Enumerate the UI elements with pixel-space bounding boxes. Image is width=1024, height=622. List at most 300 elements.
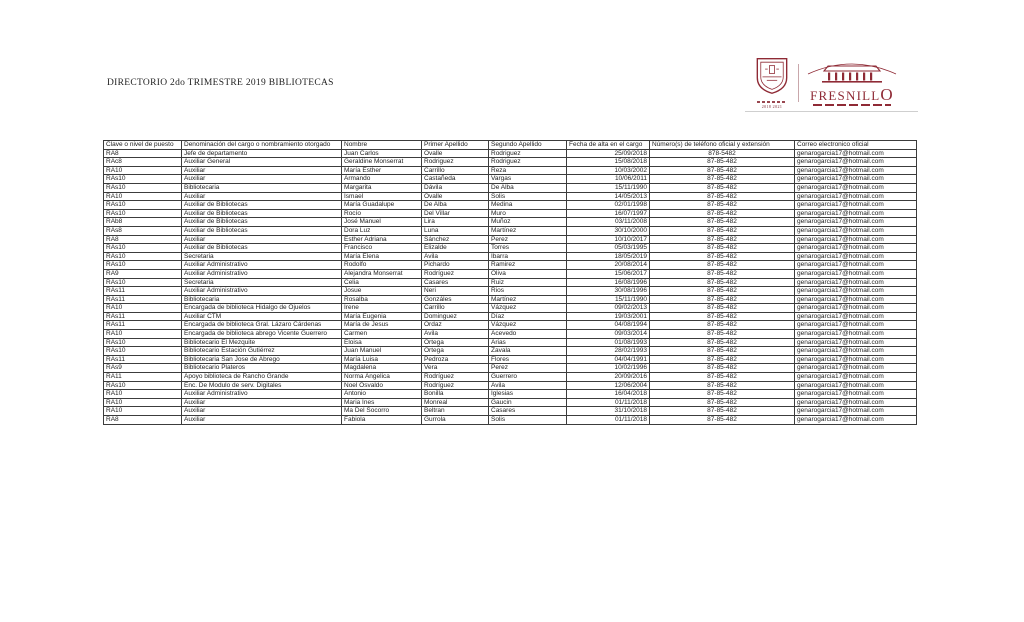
building-icon — [806, 61, 898, 88]
table-cell: 01/11/2018 — [567, 416, 650, 425]
table-cell: Lira — [422, 218, 489, 227]
table-cell: 87-85-482 — [650, 175, 795, 184]
table-cell: RAs11 — [104, 321, 182, 330]
table-cell: Bibliotecario Plateros — [182, 364, 342, 373]
table-cell: Vera — [422, 364, 489, 373]
table-cell: 28/02/1993 — [567, 347, 650, 356]
table-cell: Óvalle — [422, 192, 489, 201]
table-cell: 10/10/2017 — [567, 235, 650, 244]
table-cell: genarogarcia17@hotmail.com — [795, 321, 917, 330]
table-cell: Arias — [489, 338, 567, 347]
table-cell: RAb8 — [104, 218, 182, 227]
table-cell: RA8 — [104, 235, 182, 244]
table-cell: 09/03/2014 — [567, 330, 650, 339]
table-cell: Auxiliar Administrativo — [182, 269, 342, 278]
table-cell: Dávila — [422, 183, 489, 192]
table-cell: Eloisa — [342, 338, 422, 347]
table-cell: 87-85-482 — [650, 158, 795, 167]
table-cell: Avila — [489, 381, 567, 390]
table-cell: 87-85-482 — [650, 201, 795, 210]
table-cell: Gurrola — [422, 416, 489, 425]
table-cell: RAs10 — [104, 278, 182, 287]
table-cell: Armando — [342, 175, 422, 184]
table-cell: 87-85-482 — [650, 338, 795, 347]
table-cell: Carrillo — [422, 166, 489, 175]
logo-crest-caption — [757, 101, 787, 109]
table-cell: Guerrero — [489, 373, 567, 382]
directory-table — [103, 140, 917, 425]
logo-wordmark-final-letter: O — [880, 84, 894, 104]
page-title: DIRECTORIO 2do TRIMESTRE 2019 BIBLIOTECAS — [107, 78, 334, 88]
table-cell: Auxiliar — [182, 416, 342, 425]
table-cell: Martínez — [489, 295, 567, 304]
table-cell: Auxiliar CTM — [182, 312, 342, 321]
table-row — [104, 183, 917, 192]
table-row — [104, 158, 917, 167]
table-cell: 87-85-482 — [650, 287, 795, 296]
table-row — [104, 398, 917, 407]
table-cell: 25/09/2018 — [567, 149, 650, 158]
table-cell: 87-85-482 — [650, 390, 795, 399]
logo-wordmark-block — [806, 61, 898, 106]
table-cell: Maria Ines — [342, 398, 422, 407]
table-row — [104, 416, 917, 425]
table-cell: RAs10 — [104, 209, 182, 218]
table-row — [104, 278, 917, 287]
table-cell: Pedroza — [422, 355, 489, 364]
table-cell: Torres — [489, 244, 567, 253]
table-cell: Esther Adriana — [342, 235, 422, 244]
header-rule — [745, 111, 918, 112]
table-cell: 87-85-482 — [650, 244, 795, 253]
table-cell: Sánchez — [422, 235, 489, 244]
table-cell: Casares — [489, 407, 567, 416]
table-cell: genarogarcia17@hotmail.com — [795, 218, 917, 227]
table-cell: genarogarcia17@hotmail.com — [795, 158, 917, 167]
column-header: Correo electronico oficial — [795, 141, 917, 150]
table-cell: 16/04/2018 — [567, 390, 650, 399]
table-cell: Iglesias — [489, 390, 567, 399]
table-cell: Vázquez — [489, 304, 567, 313]
table-cell: genarogarcia17@hotmail.com — [795, 381, 917, 390]
table-cell: 09/02/2013 — [567, 304, 650, 313]
table-cell: genarogarcia17@hotmail.com — [795, 244, 917, 253]
table-cell: Avila — [422, 330, 489, 339]
table-cell: RA8 — [104, 416, 182, 425]
table-row — [104, 330, 917, 339]
table-row — [104, 244, 917, 253]
table-cell: Reza — [489, 166, 567, 175]
table-cell: Rodolfo — [342, 261, 422, 270]
table-cell: Monreal — [422, 398, 489, 407]
table-cell: Casares — [422, 278, 489, 287]
table-row — [104, 175, 917, 184]
table-cell: 15/08/2018 — [567, 158, 650, 167]
table-cell: 87-85-482 — [650, 416, 795, 425]
table-cell: Beltran — [422, 407, 489, 416]
table-cell: 01/11/2018 — [567, 398, 650, 407]
table-cell: RA10 — [104, 192, 182, 201]
table-cell: 31/10/2018 — [567, 407, 650, 416]
table-row — [104, 390, 917, 399]
table-cell: Ismael — [342, 192, 422, 201]
logo-divider — [798, 64, 799, 102]
table-cell: 01/08/1993 — [567, 338, 650, 347]
table-cell: Perez — [489, 235, 567, 244]
column-header: Número(s) de teléfono oficial y extensión — [650, 141, 795, 150]
table-cell: Dominguez — [422, 312, 489, 321]
table-cell: Auxiliar — [182, 235, 342, 244]
table-cell: Auxiliar de Bibliotecas — [182, 218, 342, 227]
table-cell: RAs10 — [104, 183, 182, 192]
table-cell: Encargada de biblioteca Gral. Lázaro Cárdenas — [182, 321, 342, 330]
table-cell: Bibliotecario El Mezquite — [182, 338, 342, 347]
table-cell: RAs10 — [104, 338, 182, 347]
table-row — [104, 381, 917, 390]
table-cell: genarogarcia17@hotmail.com — [795, 269, 917, 278]
table-cell: RAs11 — [104, 287, 182, 296]
table-cell: Auxiliar Administrativo — [182, 390, 342, 399]
table-cell: Auxiliar de Bibliotecas — [182, 209, 342, 218]
table-cell: Gonzáles — [422, 295, 489, 304]
table-cell: 15/11/1990 — [567, 295, 650, 304]
table-cell: genarogarcia17@hotmail.com — [795, 398, 917, 407]
table-row — [104, 287, 917, 296]
table-cell: María Eugenia — [342, 312, 422, 321]
column-header: Segundo Apellido — [489, 141, 567, 150]
table-cell: genarogarcia17@hotmail.com — [795, 347, 917, 356]
table-cell: Rios — [489, 287, 567, 296]
table-row — [104, 235, 917, 244]
table-cell: 87-85-482 — [650, 347, 795, 356]
table-cell: 87-85-482 — [650, 226, 795, 235]
table-cell: 12/06/2004 — [567, 381, 650, 390]
table-cell: 87-85-482 — [650, 321, 795, 330]
table-cell: 87-85-482 — [650, 269, 795, 278]
table-row — [104, 355, 917, 364]
table-cell: genarogarcia17@hotmail.com — [795, 304, 917, 313]
table-cell: Carmen — [342, 330, 422, 339]
table-cell: Rodriguez — [489, 149, 567, 158]
table-cell: RA10 — [104, 304, 182, 313]
table-cell: genarogarcia17@hotmail.com — [795, 183, 917, 192]
table-cell: RAs10 — [104, 175, 182, 184]
table-cell: 87-85-482 — [650, 355, 795, 364]
table-cell: Auxiliar General — [182, 158, 342, 167]
table-cell: Ma Del Socorro — [342, 407, 422, 416]
table-cell: 10/02/1996 — [567, 364, 650, 373]
table-cell: Ordaz — [422, 321, 489, 330]
table-cell: Auxiliar — [182, 166, 342, 175]
table-cell: 04/04/1991 — [567, 355, 650, 364]
table-cell: 20/08/2014 — [567, 261, 650, 270]
table-cell: genarogarcia17@hotmail.com — [795, 390, 917, 399]
table-row — [104, 269, 917, 278]
table-cell: Jefe de departamento — [182, 149, 342, 158]
table-cell: RAs11 — [104, 355, 182, 364]
table-cell: Dora Luz — [342, 226, 422, 235]
logo-crest-block — [750, 57, 794, 109]
table-cell: Encargada de biblioteca abrego Vicente Guerrero — [182, 330, 342, 339]
table-cell: Rodriguez — [489, 158, 567, 167]
table-row — [104, 252, 917, 261]
table-cell: Auxiliar de Bibliotecas — [182, 226, 342, 235]
table-row — [104, 338, 917, 347]
table-row — [104, 218, 917, 227]
table-cell: Auxiliar de Bibliotecas — [182, 244, 342, 253]
table-cell: 87-85-482 — [650, 407, 795, 416]
table-cell: 87-85-482 — [650, 295, 795, 304]
table-cell: Luna — [422, 226, 489, 235]
table-cell: 10/03/2002 — [567, 166, 650, 175]
table-cell: 03/11/2008 — [567, 218, 650, 227]
table-body — [104, 149, 917, 424]
table-cell: 19/03/2001 — [567, 312, 650, 321]
logo-term: 2018 2021 — [761, 104, 783, 109]
table-cell: 15/11/1990 — [567, 183, 650, 192]
table-cell: Josue — [342, 287, 422, 296]
table-cell: Margarita — [342, 183, 422, 192]
table-cell: 16/08/1996 — [567, 278, 650, 287]
table-cell: De Alba — [422, 201, 489, 210]
table-row — [104, 149, 917, 158]
table-cell: Auxiliar Administrativo — [182, 287, 342, 296]
table-cell: RAs10 — [104, 244, 182, 253]
table-cell: RAs8 — [104, 226, 182, 235]
table-cell: Juan Carlos — [342, 149, 422, 158]
table-cell: RAs10 — [104, 252, 182, 261]
table-cell: genarogarcia17@hotmail.com — [795, 355, 917, 364]
table-cell: Bibliotecaria San Jose de Abrego — [182, 355, 342, 364]
logo-wordmark-text: FRESNILL — [810, 87, 881, 103]
table-row — [104, 295, 917, 304]
table-cell: Del Villar — [422, 209, 489, 218]
table-cell: Gaucin — [489, 398, 567, 407]
table-cell: genarogarcia17@hotmail.com — [795, 192, 917, 201]
logo-wordmark — [810, 84, 894, 104]
table-cell: Alejandra Monserrat — [342, 269, 422, 278]
table-cell: Bibliotecario Estación Gutiérrez — [182, 347, 342, 356]
table-cell: genarogarcia17@hotmail.com — [795, 261, 917, 270]
table-cell: Auxiliar — [182, 398, 342, 407]
table-cell: RAs11 — [104, 312, 182, 321]
table-cell: Ortega — [422, 338, 489, 347]
table-cell: 87-85-482 — [650, 209, 795, 218]
table-cell: Avila — [422, 252, 489, 261]
table-cell: Rodríguez — [422, 381, 489, 390]
table-row — [104, 304, 917, 313]
table-cell: Rosalba — [342, 295, 422, 304]
column-header: Primer Apellido — [422, 141, 489, 150]
table-cell: 87-85-482 — [650, 192, 795, 201]
table-cell: 87-85-482 — [650, 261, 795, 270]
table-cell: Rodríguez — [422, 269, 489, 278]
table-cell: María Elena — [342, 252, 422, 261]
table-cell: RA10 — [104, 390, 182, 399]
table-cell: Enc. De Modulo de serv. Digitales — [182, 381, 342, 390]
table-cell: RA10 — [104, 166, 182, 175]
table-row — [104, 166, 917, 175]
table-cell: María Guadalupe — [342, 201, 422, 210]
table-cell: Auxiliar de Bibliotecas — [182, 201, 342, 210]
table-cell: genarogarcia17@hotmail.com — [795, 407, 917, 416]
table-row — [104, 373, 917, 382]
table-cell: genarogarcia17@hotmail.com — [795, 175, 917, 184]
table-cell: 30/10/2000 — [567, 226, 650, 235]
table-cell: Ramirez — [489, 261, 567, 270]
table-cell: genarogarcia17@hotmail.com — [795, 295, 917, 304]
table-cell: Norma Angelica — [342, 373, 422, 382]
table-cell: Antonio — [342, 390, 422, 399]
table-cell: Fabiola — [342, 416, 422, 425]
table-cell: 05/03/1995 — [567, 244, 650, 253]
table-cell: Celia — [342, 278, 422, 287]
table-row — [104, 261, 917, 270]
column-header: Denominación del cargo o nombramiento otorgado — [182, 141, 342, 150]
table-cell: Auxiliar — [182, 407, 342, 416]
table-cell: 87-85-482 — [650, 235, 795, 244]
table-cell: RAs11 — [104, 295, 182, 304]
table-cell: genarogarcia17@hotmail.com — [795, 209, 917, 218]
table-cell: 87-85-482 — [650, 373, 795, 382]
table-cell: RA8 — [104, 149, 182, 158]
table-cell: Muñoz — [489, 218, 567, 227]
table-row — [104, 201, 917, 210]
table-cell: Francisco — [342, 244, 422, 253]
table-cell: 87-85-482 — [650, 312, 795, 321]
table-cell: Elizalde — [422, 244, 489, 253]
table-cell: Ruiz — [489, 278, 567, 287]
table-cell: Ibarra — [489, 252, 567, 261]
table-cell: 15/06/2017 — [567, 269, 650, 278]
table-cell: RAs10 — [104, 347, 182, 356]
table-cell: genarogarcia17@hotmail.com — [795, 312, 917, 321]
table-cell: Solis — [489, 192, 567, 201]
column-header: Clave o nivel de puesto — [104, 141, 182, 150]
table-cell: Juan Manuel — [342, 347, 422, 356]
table-cell: 87-85-482 — [650, 330, 795, 339]
table-row — [104, 364, 917, 373]
table-cell: 10/06/2011 — [567, 175, 650, 184]
table-cell: Neri — [422, 287, 489, 296]
column-header: Nombre — [342, 141, 422, 150]
table-cell: Apoyo biblioteca de Rancho Grande — [182, 373, 342, 382]
table-cell: 16/07/1997 — [567, 209, 650, 218]
table-row — [104, 226, 917, 235]
shield-icon — [754, 57, 790, 100]
fresnillo-logo — [750, 58, 918, 108]
table-cell: María de Jesus — [342, 321, 422, 330]
crest-caption-bar — [757, 101, 787, 103]
table-cell: Bibliotecaria — [182, 183, 342, 192]
table-row — [104, 312, 917, 321]
table-cell: Vargas — [489, 175, 567, 184]
table-cell: Rodríguez — [422, 373, 489, 382]
table-cell: RA11 — [104, 373, 182, 382]
table-cell: Rodriguez — [422, 158, 489, 167]
table-cell: Vázquez — [489, 321, 567, 330]
table-cell: 87-85-482 — [650, 381, 795, 390]
table-cell: José Manuel — [342, 218, 422, 227]
table-cell: 20/09/2016 — [567, 373, 650, 382]
table-cell: Bonilla — [422, 390, 489, 399]
table-cell: genarogarcia17@hotmail.com — [795, 278, 917, 287]
table-cell: Irene — [342, 304, 422, 313]
table-cell: Magdalena — [342, 364, 422, 373]
table-cell: genarogarcia17@hotmail.com — [795, 149, 917, 158]
table-cell: Secretaria — [182, 252, 342, 261]
table-cell: genarogarcia17@hotmail.com — [795, 330, 917, 339]
table-cell: 04/08/1994 — [567, 321, 650, 330]
table-cell: 87-85-482 — [650, 166, 795, 175]
table-cell: Pichardo — [422, 261, 489, 270]
table-cell: Encargada de biblioteca Hidalgo de Ojuelos — [182, 304, 342, 313]
table-cell: Auxiliar Administrativo — [182, 261, 342, 270]
table-cell: genarogarcia17@hotmail.com — [795, 201, 917, 210]
table-cell: Zavala — [489, 347, 567, 356]
table-row — [104, 209, 917, 218]
table-cell: genarogarcia17@hotmail.com — [795, 364, 917, 373]
column-header: Fecha de alta en el cargo — [567, 141, 650, 150]
table-row — [104, 347, 917, 356]
table-row — [104, 407, 917, 416]
table-cell: Auxiliar — [182, 175, 342, 184]
table-cell: genarogarcia17@hotmail.com — [795, 226, 917, 235]
table-cell: genarogarcia17@hotmail.com — [795, 373, 917, 382]
table-cell: María Esther — [342, 166, 422, 175]
table-cell: 87-85-482 — [650, 183, 795, 192]
table-cell: RAs10 — [104, 201, 182, 210]
table-cell: Secretaria — [182, 278, 342, 287]
table-header-row — [104, 141, 917, 150]
table-cell: genarogarcia17@hotmail.com — [795, 166, 917, 175]
table-cell: genarogarcia17@hotmail.com — [795, 287, 917, 296]
table-row — [104, 321, 917, 330]
table-cell: RAs9 — [104, 364, 182, 373]
table-cell: Perez — [489, 364, 567, 373]
table-cell: RA10 — [104, 407, 182, 416]
table-cell: María Luisa — [342, 355, 422, 364]
table-cell: RAs10 — [104, 381, 182, 390]
table-cell: genarogarcia17@hotmail.com — [795, 416, 917, 425]
table-cell: 18/05/2019 — [567, 252, 650, 261]
table-cell: genarogarcia17@hotmail.com — [795, 235, 917, 244]
table-cell: Muro — [489, 209, 567, 218]
table-cell: RA9 — [104, 269, 182, 278]
table-cell: 87-85-482 — [650, 304, 795, 313]
table-cell: De Alba — [489, 183, 567, 192]
table-cell: RA10 — [104, 330, 182, 339]
table-cell: 02/01/1998 — [567, 201, 650, 210]
table-cell: Flores — [489, 355, 567, 364]
table-cell: genarogarcia17@hotmail.com — [795, 252, 917, 261]
table-cell: Medina — [489, 201, 567, 210]
table-cell: Solis — [489, 416, 567, 425]
table-cell: Bibliotecaria — [182, 295, 342, 304]
table-cell: 30/08/1996 — [567, 287, 650, 296]
table-cell: Ortega — [422, 347, 489, 356]
table-cell: genarogarcia17@hotmail.com — [795, 338, 917, 347]
table-cell: Óvalle — [422, 149, 489, 158]
table-row — [104, 192, 917, 201]
table-cell: Auxiliar — [182, 192, 342, 201]
table-cell: Carrillo — [422, 304, 489, 313]
logo-tagline-bars — [813, 104, 891, 106]
table-cell: 87-85-482 — [650, 252, 795, 261]
table-cell: RAs10 — [104, 261, 182, 270]
table-cell: 87-85-482 — [650, 278, 795, 287]
table-cell: RA10 — [104, 398, 182, 407]
